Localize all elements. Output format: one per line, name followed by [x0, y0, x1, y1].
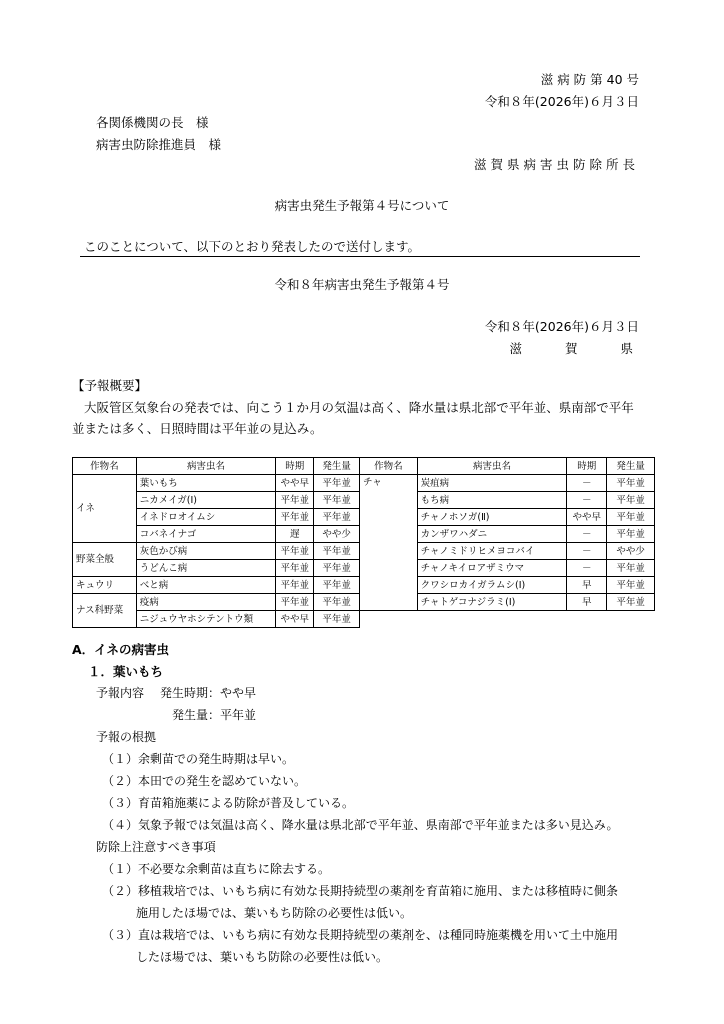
pest-cell: チャノキイロアザミウマ: [417, 560, 567, 577]
pest-cell: コバネイナゴ: [136, 526, 276, 543]
timing-cell: 平年並: [276, 492, 314, 509]
amount-cell: 平年並: [314, 577, 360, 594]
forecast-table-right: [359, 457, 655, 611]
item-1-title: １．葉いもち: [88, 664, 164, 679]
amount-cell: やや少: [314, 526, 360, 543]
amount-cell: 平年並: [314, 560, 360, 577]
forecast-table-left: [72, 457, 360, 628]
pest-cell: チャノホソガ(Ⅱ): [417, 509, 567, 526]
timing-cell: 平年並: [276, 594, 314, 611]
report-title: 令和８年病害虫発生予報第４号: [274, 277, 450, 292]
column-header: 時期: [567, 458, 607, 475]
crop-cell: イネ: [73, 475, 137, 543]
timing-cell: 平年並: [276, 543, 314, 560]
amount-cell: 平年並: [607, 526, 655, 543]
basis-item: （３）育苗箱施薬による防除が普及している。: [102, 796, 355, 810]
column-header: 発生量: [314, 458, 360, 475]
forecast-label: 予報内容: [96, 686, 145, 700]
pest-cell: べと病: [136, 577, 276, 594]
forecast-amount: 発生量：平年並: [172, 708, 257, 722]
timing-cell: 平年並: [276, 577, 314, 594]
recipient-line-1: 各関係機関の長 様: [96, 115, 209, 130]
amount-cell: 平年並: [314, 492, 360, 509]
report-issuer: 滋 賀 県: [509, 341, 639, 356]
timing-cell: やや早: [567, 509, 607, 526]
pest-cell: チャノミドリヒメヨコバイ: [417, 543, 567, 560]
timing-cell: －: [567, 543, 607, 560]
pest-cell: カンザワハダニ: [417, 526, 567, 543]
caution-item-continued: したほ場では、葉いもち防除の必要性は低い。: [136, 950, 389, 964]
pest-cell: 炭疽病: [417, 475, 567, 492]
summary-text-1: 大阪管区気象台の発表では、向こう１か月の気温は高く、降水量は県北部で平年並、県南部で平年: [84, 400, 634, 415]
summary-heading: 【予報概要】: [72, 378, 148, 393]
section-a-title: A．イネの病害虫: [72, 642, 170, 657]
pest-cell: クワシロカイガラムシ(Ⅰ): [417, 577, 567, 594]
timing-cell: 早: [567, 577, 607, 594]
column-header: 時期: [276, 458, 314, 475]
pest-cell: 灰色かび病: [136, 543, 276, 560]
pest-cell: イネドロオイムシ: [136, 509, 276, 526]
amount-cell: 平年並: [607, 492, 655, 509]
summary-text-2: 並または多く、日照時間は平年並の見込み。: [72, 421, 323, 436]
divider-line: [80, 256, 640, 257]
crop-cell: ナス科野菜: [73, 594, 137, 628]
table-row: [73, 577, 360, 594]
amount-cell: 平年並: [607, 509, 655, 526]
amount-cell: 平年並: [314, 594, 360, 611]
cover-body: このことについて、以下のとおり発表したので送付します。: [84, 239, 421, 254]
basis-label: 予報の根拠: [96, 730, 157, 744]
timing-cell: －: [567, 475, 607, 492]
column-header: 作物名: [360, 458, 418, 475]
basis-item: （２）本田での発生を認めていない。: [102, 774, 307, 788]
pest-cell: もち病: [417, 492, 567, 509]
pest-cell: 疫病: [136, 594, 276, 611]
timing-cell: やや早: [276, 611, 314, 628]
timing-cell: 平年並: [276, 509, 314, 526]
recipient-line-2: 病害虫防除推進員 様: [96, 137, 222, 152]
amount-cell: 平年並: [607, 560, 655, 577]
caution-item: （２）移植栽培では、いもち病に有効な長期持続型の薬剤を育苗箱に施用、または移植時に側条: [102, 884, 619, 898]
table-row: [73, 594, 360, 611]
column-header: 作物名: [73, 458, 137, 475]
amount-cell: 平年並: [314, 543, 360, 560]
amount-cell: やや少: [607, 543, 655, 560]
issue-date: 令和８年(2026年)６月３日: [484, 94, 639, 109]
amount-cell: 平年並: [607, 594, 655, 611]
timing-cell: －: [567, 526, 607, 543]
pest-cell: ニジュウヤホシテントウ類: [136, 611, 276, 628]
pest-cell: うどんこ病: [136, 560, 276, 577]
basis-item: （１）余剰苗での発生時期は早い。: [102, 752, 295, 766]
amount-cell: 平年並: [314, 509, 360, 526]
column-header: 発生量: [607, 458, 655, 475]
timing-cell: －: [567, 492, 607, 509]
table-row: [360, 475, 655, 492]
timing-cell: やや早: [276, 475, 314, 492]
amount-cell: 平年並: [314, 475, 360, 492]
caution-label: 防除上注意すべき事項: [96, 840, 216, 854]
column-header: 病害虫名: [417, 458, 567, 475]
column-header: 病害虫名: [136, 458, 276, 475]
caution-item-continued: 施用したほ場では、葉いもち防除の必要性は低い。: [136, 906, 413, 920]
pest-cell: チャトゲコナジラミ(Ⅰ): [417, 594, 567, 611]
amount-cell: 平年並: [607, 475, 655, 492]
crop-cell: キュウリ: [73, 577, 137, 594]
cover-subject: 病害虫発生予報第４号について: [274, 198, 450, 213]
table-row: [73, 475, 360, 492]
report-date: 令和８年(2026年)６月３日: [484, 319, 639, 334]
timing-cell: －: [567, 560, 607, 577]
basis-item: （４）気象予報では気温は高く、降水量は県北部で平年並、県南部で平年並または多い見込み。: [102, 818, 619, 832]
table-row: [73, 543, 360, 560]
timing-cell: 早: [567, 594, 607, 611]
crop-cell: チャ: [360, 475, 418, 611]
caution-item: （３）直は栽培では、いもち病に有効な長期持続型の薬剤を、は種同時施薬機を用いて土中施用: [102, 928, 619, 942]
timing-cell: 平年並: [276, 560, 314, 577]
amount-cell: 平年並: [607, 577, 655, 594]
pest-cell: ニカメイガ(Ⅰ): [136, 492, 276, 509]
crop-cell: 野菜全般: [73, 543, 137, 577]
timing-cell: 遅: [276, 526, 314, 543]
caution-item: （１）不必要な余剰苗は直ちに除去する。: [102, 862, 331, 876]
forecast-timing: 発生時期：やや早: [160, 686, 257, 700]
amount-cell: 平年並: [314, 611, 360, 628]
sender: 滋賀県病害虫防除所長: [473, 157, 639, 172]
document-number: 滋 病 防 第 40 号: [540, 72, 639, 87]
pest-cell: 葉いもち: [136, 475, 276, 492]
